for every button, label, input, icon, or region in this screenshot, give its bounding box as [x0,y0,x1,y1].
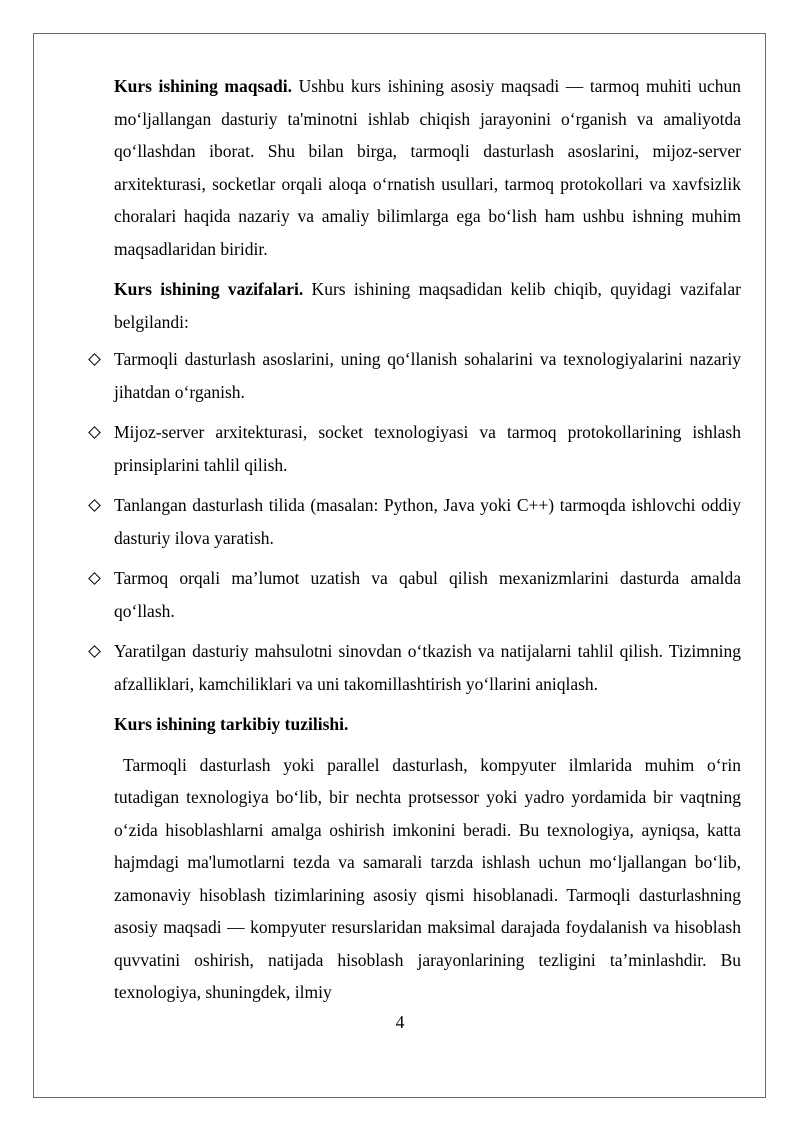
list-item [114,562,741,627]
tasks-text: Kurs ishining maqsadidan kelib chiqib, quyidagi vazifalar belgilandi: [114,279,742,332]
tasks-list [114,343,741,700]
page-number: 4 [395,1012,405,1032]
structure-heading-paragraph [114,708,741,741]
list-item [114,343,741,408]
list-item [114,635,741,700]
structure-paragraph: Tarmoqli dasturlash yoki parallel dasturlash, kompyuter ilmlarida muhim o‘rin tutadigan texnologiya bo‘lib, bir nechta protsessor yoki yadro yordamida bir vaqtning o‘zida hisoblashlarni amalga oshirish imkonini beradi. Bu texnologiya, ayniqsa, katta hajmdagi ma'lumotlarni tezda va samarali tarzda ishlash uchun mo‘ljallangan bo‘lib, zamonaviy hisoblash tizimlarining asosiy qismi hisoblanadi. Tarmoqli dasturlashning asosiy maqsadi — kompyuter resurslaridan maksimal darajada foydalanish va hisoblash quvvatini oshirish, natijada hisoblash jarayonlarining tezligini ta’minlashdir. Bu texnologiya, shuningdek, ilmiy [114,754,741,1002]
list-item [114,489,741,554]
list-item-text: Tanlangan dasturlash tilida (masalan: Python, Java yoki C++) tarmoqda ishlovchi oddiy dasturiy ilova yaratish. [114,495,741,548]
list-item-text: Tarmoq orqali ma’lumot uzatish va qabul qilish mexanizmlarini dasturda amalda qo‘llash. [114,568,741,621]
structure-heading: Kurs ishining tarkibiy tuzilishi. [114,714,349,734]
goal-heading: Kurs ishining maqsadi. [114,76,293,96]
list-item [114,416,741,481]
tasks-heading: Kurs ishining vazifalari. [114,279,304,299]
goal-text: Ushbu kurs ishining asosiy maqsadi — tarmoq muhiti uchun mo‘ljallangan dasturiy ta'minotni ishlab chiqish jarayonini o‘rganish va amaliyotda qo‘llashdan iborat. Shu bilan birga, tarmoqli dasturlash asoslarini, mijoz-server arxitekturasi, socketlar orqali aloqa o‘rnatish usullari, tarmoq protokollari va xavfsizlik choralari haqida nazariy va amaliy bilimlarga ega bo‘lish ham ushbu ishning muhim maqsadlaridan biridir. [114,76,742,259]
tasks-paragraph [114,273,741,338]
goal-paragraph [114,70,741,265]
list-item-text: Yaratilgan dasturiy mahsulotni sinovdan o‘tkazish va natijalarni tahlil qilish. Tizimning afzalliklari, kamchiliklari va uni takomillashtirish yo‘llarini aniqlash. [114,641,741,694]
document-body [114,70,741,1009]
list-item-text: Tarmoqli dasturlash asoslarini, uning qo‘llanish sohalarini va texnologiyalarini nazariy jihatdan o‘rganish. [114,349,741,402]
list-item-text: Mijoz-server arxitekturasi, socket texnologiyasi va tarmoq protokollarining ishlash prinsiplarini tahlil qilish. [114,422,741,475]
